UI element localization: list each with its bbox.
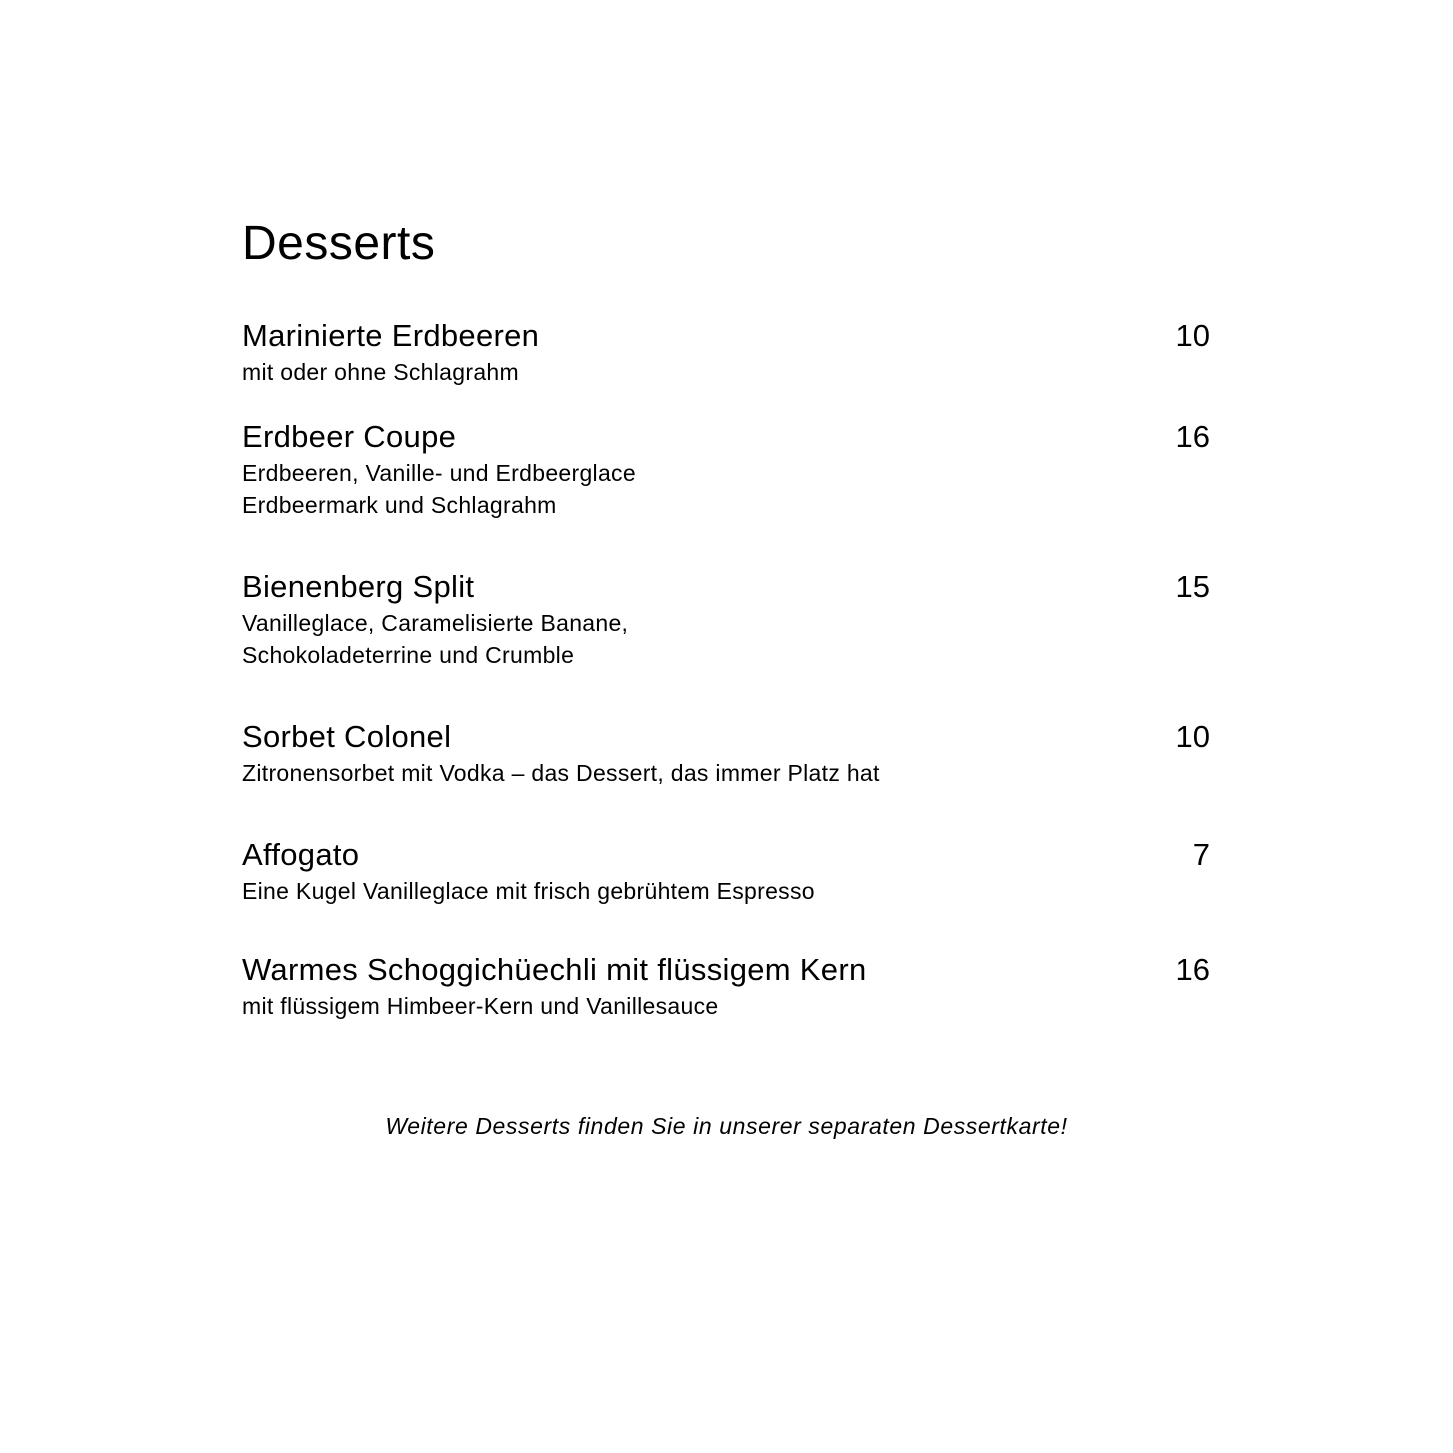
- menu-item-marinierte-erdbeeren: [242, 316, 1210, 388]
- menu-item-header: [242, 835, 1210, 875]
- menu-item-affogato: [242, 835, 1210, 907]
- menu-item-name: Bienenberg Split: [242, 569, 475, 604]
- menu-item-name: Sorbet Colonel: [242, 719, 452, 754]
- menu-item-description: Erdbeermark und Schlagrahm: [242, 492, 557, 518]
- menu-item-description: Vanilleglace, Caramelisierte Banane,: [242, 610, 629, 636]
- menu-item-erdbeer-coupe: [242, 417, 1210, 521]
- menu-item-description: Zitronensorbet mit Vodka – das Dessert, das immer Platz hat: [242, 760, 880, 786]
- menu-item-price: 10: [1175, 318, 1210, 353]
- menu-item-name: Affogato: [242, 837, 360, 872]
- menu-item-description: mit oder ohne Schlagrahm: [242, 359, 519, 385]
- menu-item-price: 16: [1175, 952, 1210, 987]
- menu-item-description: Schokoladeterrine und Crumble: [242, 642, 575, 668]
- footer-note: Weitere Desserts finden Sie in unserer separaten Dessertkarte!: [385, 1113, 1068, 1139]
- page-title: Desserts: [242, 217, 436, 270]
- menu-item-header: [242, 567, 1210, 607]
- menu-item-price: 7: [1192, 837, 1210, 872]
- menu-item-description: Eine Kugel Vanilleglace mit frisch gebrühtem Espresso: [242, 878, 815, 904]
- menu-item-header: [242, 316, 1210, 356]
- menu-item-name: Warmes Schoggichüechli mit flüssigem Kern: [242, 952, 867, 987]
- menu-item-bienenberg-split: [242, 567, 1210, 671]
- menu-item-name: Marinierte Erdbeeren: [242, 318, 540, 353]
- menu-item-header: [242, 717, 1210, 757]
- menu-item-price: 15: [1175, 569, 1210, 604]
- menu-item-header: [242, 417, 1210, 457]
- menu-item-price: 16: [1175, 419, 1210, 454]
- menu-item-price: 10: [1175, 719, 1210, 754]
- menu-item-header: [242, 950, 1210, 990]
- menu-item-name: Erdbeer Coupe: [242, 419, 457, 454]
- menu-item-description: Erdbeeren, Vanille- und Erdbeerglace: [242, 460, 636, 486]
- menu-item-description: mit flüssigem Himbeer-Kern und Vanillesauce: [242, 993, 719, 1019]
- menu-item-sorbet-colonel: [242, 717, 1210, 789]
- menu-item-warmes-schoggichuechli: [242, 950, 1210, 1022]
